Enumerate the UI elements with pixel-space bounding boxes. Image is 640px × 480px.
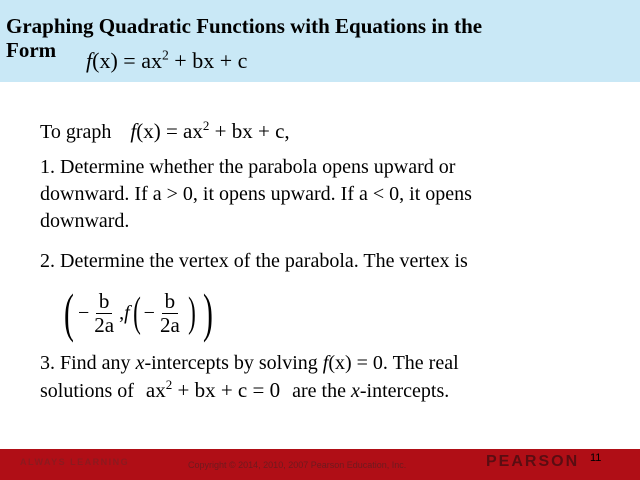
footer-copyright: Copyright © 2014, 2010, 2007 Pearson Education, Inc. xyxy=(188,460,407,470)
step3-equation: $ax^2$ + bx + c = 0 xyxy=(145,377,281,402)
footer-tagline: ALWAYS LEARNING xyxy=(20,457,130,467)
step1-line3: downward. xyxy=(40,210,130,232)
slide-header xyxy=(0,0,640,82)
title-formula: $f(x) = ax^2$ + bx + c xyxy=(86,47,248,73)
intro-line: To graph $f(x) = ax^2$ + bx + c, xyxy=(40,118,290,143)
step1-line2: downward. If a > 0, it opens upward. If a < 0, it opens xyxy=(40,183,472,205)
vertex-formula: ( − $\frac{b}{2a}$ , f ( − $\frac{b}{2a}$ ) ) xyxy=(64,283,213,343)
page-number: 11 xyxy=(590,452,602,464)
intro-formula: $f(x) = ax^2$ + bx + c, xyxy=(130,118,290,143)
vertex-fraction-1: $\frac{b}{2a}$ xyxy=(94,288,115,337)
slide-title: Graphing Quadratic Functions with Equations in the Form xyxy=(6,14,483,62)
step1-line1: 1. Determine whether the parabola opens upward or xyxy=(40,156,456,178)
step3-line1: 3. Find any x-intercepts by solving f(x) = 0. The real xyxy=(40,352,459,374)
vertex-fraction-2: $\frac{b}{2a}$ xyxy=(159,288,180,337)
pearson-logo: PEARSON xyxy=(486,453,580,470)
slide-footer xyxy=(0,449,640,480)
step2-line1: 2. Determine the vertex of the parabola. The vertex is xyxy=(40,250,468,272)
step3-line2: solutions of $ax^2$ + bx + c = 0 are the x-intercepts. xyxy=(40,377,450,402)
